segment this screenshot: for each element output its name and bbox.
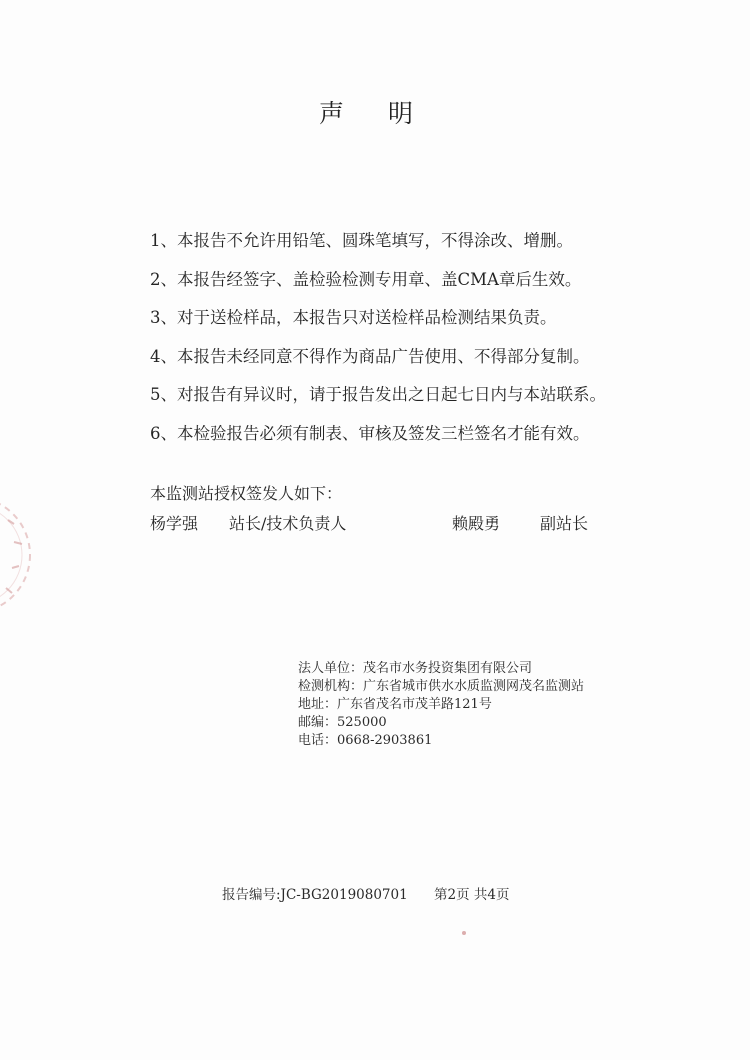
legal-entity: 法人单位：茂名市水务投资集团有限公司: [298, 661, 533, 676]
statement-list: [150, 228, 606, 459]
address: 地址：广东省茂名市茂羊路121号: [298, 697, 492, 712]
statement-item: 6、本检验报告必须有制表、审核及签发三栏签名才能有效。: [150, 423, 590, 443]
page-indicator: 第2页 共4页: [434, 887, 510, 903]
testing-institution: 检测机构：广东省城市供水水质监测网茂名监测站: [298, 679, 585, 694]
statement-item: 4、本报告未经同意不得作为商品广告使用、不得部分复制。: [150, 346, 590, 366]
phone: 电话：0668-2903861: [298, 733, 433, 748]
authorized-signers-heading: 本监测站授权签发人如下：: [150, 484, 343, 503]
report-number: 报告编号:JC-BG2019080701: [222, 887, 408, 903]
signer-role: 副站长: [540, 514, 589, 533]
statement-item: 3、对于送检样品，本报告只对送检样品检测结果负责。: [150, 308, 557, 327]
contact-info-block: [298, 660, 584, 750]
signer-role: 站长/技术负责人: [229, 514, 347, 533]
official-seal-partial: [0, 480, 32, 630]
page-title: 声 明: [319, 99, 431, 128]
postcode: 邮编：525000: [298, 715, 387, 730]
statement-item: 2、本报告经签字、盖检验检测专用章、盖CMA章后生效。: [150, 269, 582, 289]
signer-name: 赖殿勇: [452, 514, 501, 533]
ink-speck: [462, 931, 466, 935]
signer-name: 杨学强: [150, 514, 199, 533]
page-footer: [222, 883, 509, 903]
statement-item: 5、对报告有异议时，请于报告发出之日起七日内与本站联系。: [150, 385, 606, 404]
statement-item: 1、本报告不允许用铅笔、圆珠笔填写，不得涂改、增删。: [150, 231, 573, 250]
